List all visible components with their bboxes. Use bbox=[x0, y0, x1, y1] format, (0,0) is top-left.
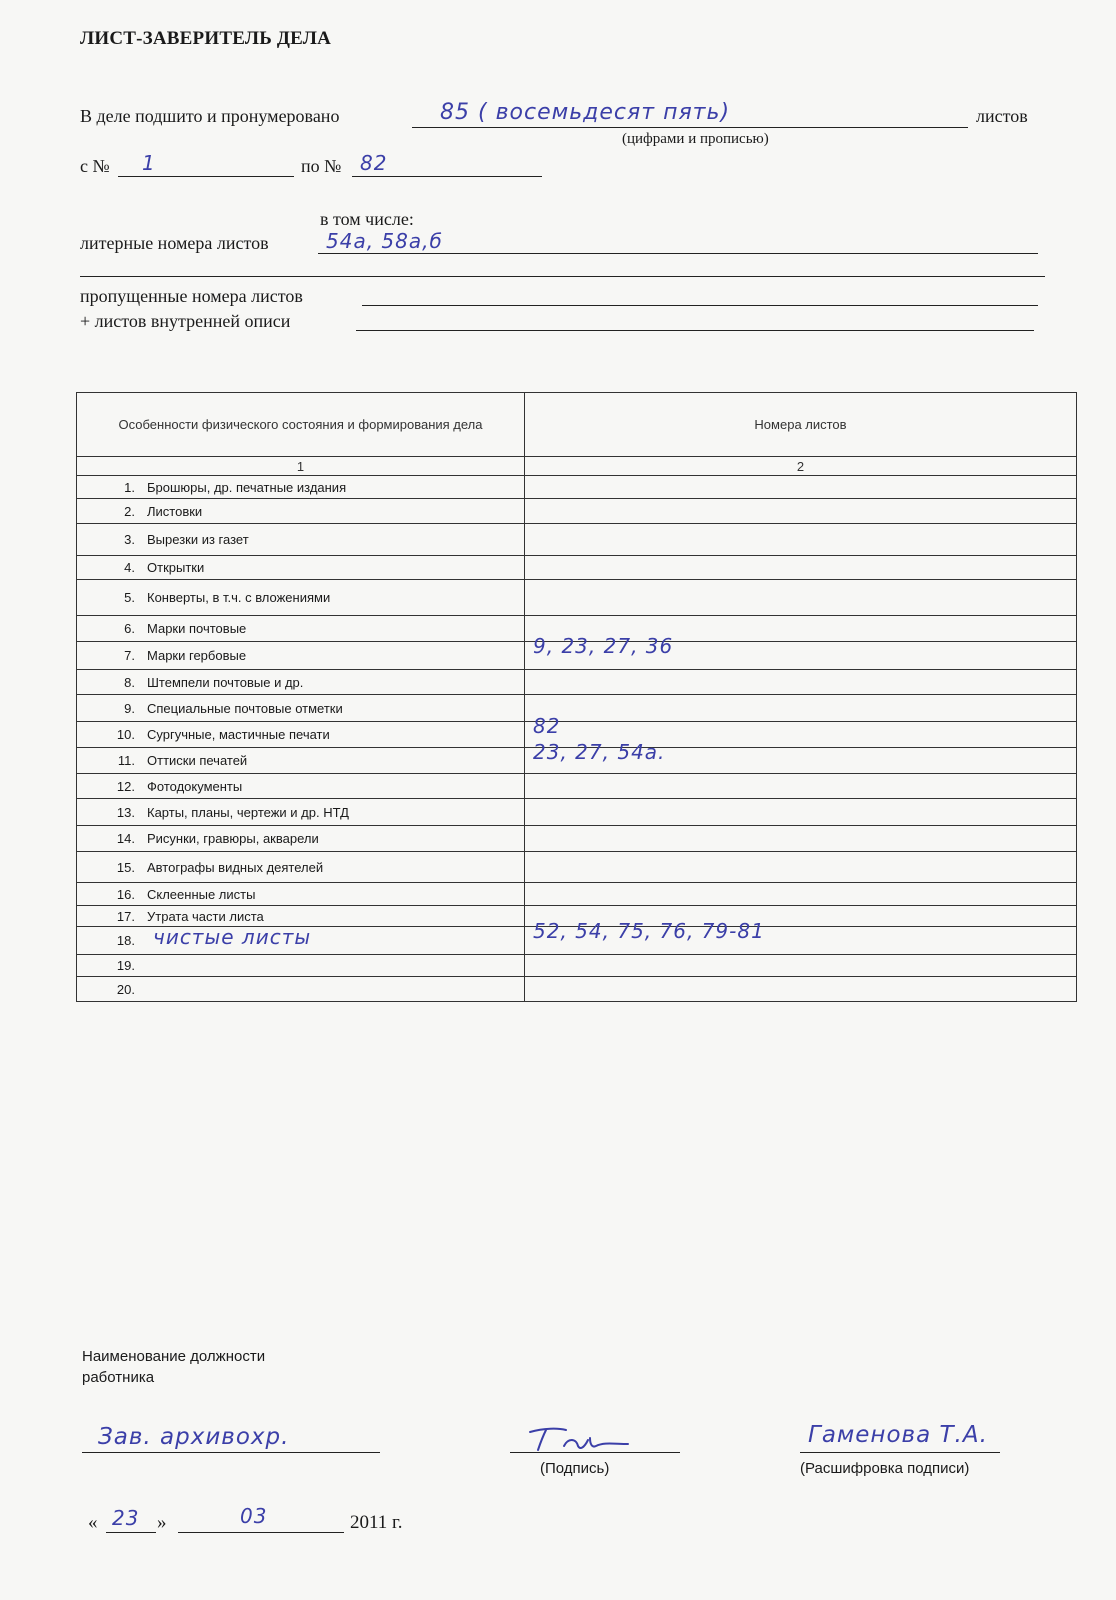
table-index-1: 1 bbox=[77, 457, 525, 476]
date-close-quote: » bbox=[157, 1512, 167, 1533]
extra-underline bbox=[80, 276, 1045, 277]
table-row: 18. чистые листы 52, 54, 75, 76, 79-81 bbox=[77, 927, 1077, 955]
to-number-underline bbox=[352, 176, 542, 177]
date-month-underline bbox=[178, 1532, 344, 1533]
table-row: 19. bbox=[77, 955, 1077, 977]
table-row: 3. Вырезки из газет bbox=[77, 524, 1077, 556]
table-row: 2. Листовки bbox=[77, 499, 1077, 524]
table-row: 13. Карты, планы, чертежи и др. НТД bbox=[77, 799, 1077, 826]
date-open-quote: « bbox=[88, 1512, 98, 1533]
table-header-sheet-numbers: Номера листов bbox=[525, 393, 1077, 457]
signature-caption: (Подпись) bbox=[540, 1460, 610, 1477]
table-row: 1. Брошюры, др. печатные издания bbox=[77, 476, 1077, 499]
table-row: 11. Оттиски печатей 23, 27, 54а. bbox=[77, 748, 1077, 774]
date-day-handwritten: 23 bbox=[112, 1506, 140, 1530]
position-underline bbox=[82, 1452, 380, 1453]
table-row: 9. Специальные почтовые отметки bbox=[77, 695, 1077, 722]
literal-sheets-underline bbox=[318, 253, 1038, 254]
from-number-handwritten: 1 bbox=[142, 151, 156, 175]
date-day-underline bbox=[106, 1532, 156, 1533]
decode-underline bbox=[800, 1452, 1000, 1453]
position-label: Наименование должности работника bbox=[82, 1348, 266, 1386]
table-row: 20. bbox=[77, 977, 1077, 1002]
sewn-label: В деле подшито и пронумеровано bbox=[80, 106, 340, 126]
decode-handwritten: Гаменова Т.А. bbox=[808, 1422, 988, 1448]
physical-state-table bbox=[76, 392, 1077, 1002]
to-number-label: по № bbox=[301, 156, 342, 176]
table-row: 6. Марки почтовые bbox=[77, 616, 1077, 642]
table-row: 8. Штемпели почтовые и др. bbox=[77, 670, 1077, 695]
table-row: 5. Конверты, в т.ч. с вложениями bbox=[77, 580, 1077, 616]
including-label: в том числе: bbox=[320, 209, 414, 229]
signature-mark bbox=[524, 1424, 634, 1454]
table-row: 16. Склеенные листы bbox=[77, 883, 1077, 906]
row11-handwritten: 23, 27, 54а. bbox=[533, 740, 666, 764]
sheets-label: листов bbox=[976, 106, 1028, 126]
date-month-handwritten: 03 bbox=[240, 1504, 268, 1528]
inner-inventory-label: + листов внутренней описи bbox=[80, 311, 291, 331]
row10-handwritten: 82 bbox=[533, 714, 561, 738]
row18-handwritten: 52, 54, 75, 76, 79-81 bbox=[533, 919, 765, 943]
table-row: 4. Открытки bbox=[77, 556, 1077, 580]
table-row: 7. Марки гербовые 9, 23, 27, 36 bbox=[77, 642, 1077, 670]
missing-sheets-label: пропущенные номера листов bbox=[80, 286, 303, 306]
row18-label-handwritten: чистые листы bbox=[153, 925, 312, 949]
table-row: 14. Рисунки, гравюры, акварели bbox=[77, 826, 1077, 852]
table-row: 15. Автографы видных деятелей bbox=[77, 852, 1077, 883]
table-row: 12. Фотодокументы bbox=[77, 774, 1077, 799]
decode-caption: (Расшифровка подписи) bbox=[800, 1460, 970, 1477]
table-header-features: Особенности физического состояния и формирования дела bbox=[77, 393, 525, 457]
digits-words-caption: (цифрами и прописью) bbox=[622, 131, 769, 147]
to-number-handwritten: 82 bbox=[360, 151, 388, 175]
missing-sheets-underline bbox=[362, 305, 1038, 306]
row7-handwritten: 9, 23, 27, 36 bbox=[533, 634, 674, 658]
sewn-count-handwritten: 85 ( восемьдесят пять) bbox=[440, 100, 731, 125]
document-title: ЛИСТ-ЗАВЕРИТЕЛЬ ДЕЛА bbox=[80, 28, 332, 49]
table-row: 10. Сургучные, мастичные печати 82 bbox=[77, 722, 1077, 748]
table-row: 17. Утрата части листа bbox=[77, 906, 1077, 927]
from-number-underline bbox=[118, 176, 294, 177]
from-number-label: с № bbox=[80, 156, 110, 176]
table-index-2: 2 bbox=[525, 457, 1077, 476]
literal-sheets-label: литерные номера листов bbox=[80, 233, 269, 253]
literal-sheets-handwritten: 54а, 58а,б bbox=[326, 229, 443, 253]
position-handwritten: Зав. архивохр. bbox=[98, 1424, 290, 1450]
inner-inventory-underline bbox=[356, 330, 1034, 331]
sewn-underline bbox=[412, 127, 968, 128]
date-year: 2011 г. bbox=[350, 1512, 403, 1533]
